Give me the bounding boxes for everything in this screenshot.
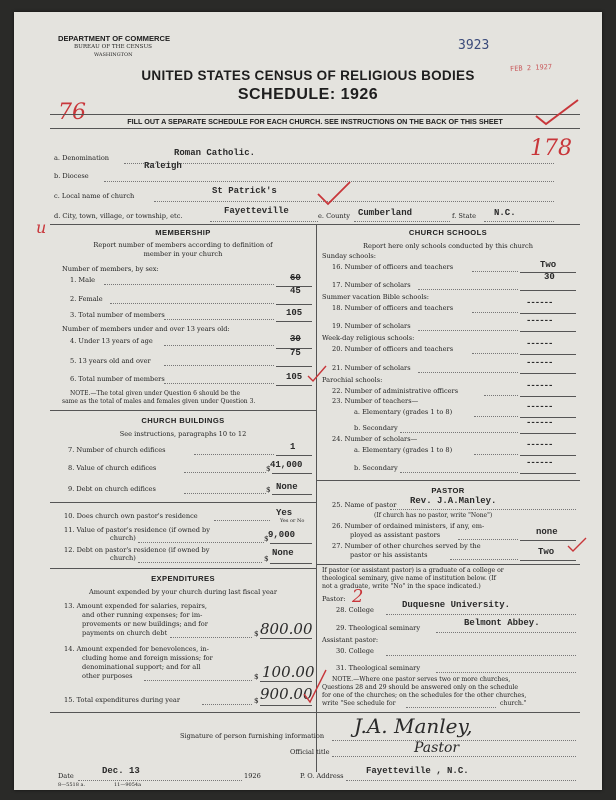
q2-female-label: 2. Female	[70, 295, 103, 303]
official-title-label: Official title	[290, 748, 330, 756]
q18-value: ------	[526, 298, 553, 308]
membership-heading: MEMBERSHIP	[155, 228, 211, 237]
state-value: N.C.	[494, 208, 516, 218]
q12-dollar-sign: $	[264, 554, 269, 563]
assistant-pastor-subheading: Assistant pastor:	[322, 636, 379, 644]
q20-label: 20. Number of officers and teachers	[332, 345, 454, 353]
q27-value: Two	[538, 547, 555, 557]
q27-line-2: pastor or his assistants	[350, 551, 428, 559]
church-schools-subtitle: Report here only schools conducted by this church	[363, 242, 533, 250]
q24b-label: b. Secondary	[354, 464, 398, 472]
q7-edifices-value: 1	[290, 442, 296, 452]
pastor-note-3: for one of the churches; on the schedules for the other churches,	[322, 692, 527, 699]
q15-total-value: 900.00	[260, 685, 313, 703]
q3-total-value: 105	[286, 308, 303, 318]
q13-line-1: 13. Amount expended for salaries, repairs,	[64, 602, 207, 610]
q13-line-3: provements or new buildings; and for	[82, 620, 208, 628]
diocese-value: Raleigh	[144, 161, 182, 171]
q13-line-4: payments on church debt	[82, 629, 168, 637]
pastor-note-4: write "See schedule for	[322, 700, 396, 707]
membership-subtitle-2: member in your church	[143, 250, 223, 258]
q1-male-value: 60	[290, 273, 301, 283]
q23b-label: b. Secondary	[354, 424, 398, 432]
q6-total-value: 105	[286, 372, 303, 382]
q5-13-and-over-label: 5. 13 years old and over	[70, 357, 151, 365]
q3-total-label: 3. Total number of members	[70, 311, 165, 319]
q30-college-label: 30. College	[336, 647, 374, 655]
pastor-heading: PASTOR	[431, 486, 465, 495]
church-buildings-subtitle: See instructions, paragraphs 10 to 12	[119, 430, 247, 438]
q10-owns-residence-value: Yes	[276, 508, 293, 518]
q4-under-13-value: 30	[290, 334, 301, 344]
q21-label: 21. Number of scholars	[332, 364, 411, 372]
graduate-note-1: If pastor (or assistant pastor) is a graduate of a college or	[322, 567, 504, 574]
graduate-note-3: not a graduate, write "No" in the space indicated.)	[322, 583, 481, 590]
header-rule-bottom	[50, 128, 580, 129]
instruction-line: FILL OUT A SEPARATE SCHEDULE FOR EACH CHURCH. SEE INSTRUCTIONS ON THE BACK OF THIS SHEET	[127, 117, 503, 126]
q24-label: 24. Number of scholars—	[332, 435, 418, 443]
signature-value: J.A. Manley,	[354, 714, 473, 738]
denomination-label: a. Denomination	[54, 154, 110, 162]
official-title-value: Pastor	[414, 740, 460, 756]
q4-under-13-label: 4. Under 13 years of age	[70, 337, 153, 345]
parochial-schools-label: Parochial schools:	[322, 376, 383, 384]
red-check-mark-county	[314, 180, 354, 210]
q24a-label: a. Elementary (grades 1 to 8)	[354, 446, 453, 454]
sunday-schools-label: Sunday schools:	[322, 252, 376, 260]
q27-line-1: 27. Number of other churches served by the	[332, 542, 481, 550]
q23a-label: a. Elementary (grades 1 to 8)	[354, 408, 453, 416]
handwritten-mark-u: u	[36, 218, 47, 237]
q14-line-1: 14. Amount expended for benevolences, in-	[64, 645, 209, 653]
q25-pastor-name-value: Rev. J.A.Manley.	[410, 496, 497, 506]
print-number: 11—9054a	[114, 782, 142, 788]
q14-line-4: other purposes	[82, 672, 133, 680]
q6-total-label: 6. Total number of members	[70, 375, 165, 383]
q1-male-label: 1. Male	[70, 276, 96, 284]
q8-value: 41,000	[270, 460, 303, 470]
expenditures-heading: EXPENDITURES	[151, 574, 215, 583]
q24a-value: ------	[526, 440, 553, 450]
po-address-label: P. O. Address	[300, 772, 344, 780]
handwritten-mark-pastor: 2	[352, 586, 364, 607]
church-buildings-heading: CHURCH BUILDINGS	[141, 416, 225, 425]
q17-label: 17. Number of scholars	[332, 281, 411, 289]
q29-seminary-value: Belmont Abbey.	[464, 618, 540, 628]
q8-value-label: 8. Value of church edifices	[68, 464, 157, 472]
signature-label: Signature of person furnishing information	[180, 732, 325, 740]
q24b-value: ------	[526, 458, 553, 468]
pastor-subheading: Pastor:	[322, 595, 346, 603]
q5-13-and-over-value: 75	[290, 348, 301, 358]
q12-label-cont: church)	[110, 554, 136, 562]
city-value: Fayetteville	[224, 206, 289, 216]
po-address-value: Fayetteville , N.C.	[366, 766, 469, 776]
q19-label: 19. Number of scholars	[332, 322, 411, 330]
q10-hint: Yes or No	[280, 518, 305, 524]
expenditures-subtitle: Amount expended by your church during last fiscal year	[88, 588, 278, 596]
date-year: 1926	[244, 772, 261, 780]
q19-value: ------	[526, 316, 553, 326]
q28-college-value: Duquesne University.	[402, 600, 511, 610]
red-check-mark-header	[534, 98, 582, 128]
q2-female-value-top: 45	[290, 286, 301, 296]
q12-residence-debt-label: 12. Debt on pastor's residence (if owned by	[64, 546, 210, 554]
members-by-sex-label: Number of members, by sex:	[62, 265, 159, 273]
q20-value: ------	[526, 339, 553, 349]
pastor-note-1: NOTE.—Where one pastor serves two or more churches,	[332, 676, 511, 683]
q13-dollar-sign: $	[254, 629, 259, 638]
form-title: UNITED STATES CENSUS OF RELIGIOUS BODIES	[141, 68, 475, 83]
church-schools-heading: CHURCH SCHOOLS	[408, 228, 488, 237]
q22-label: 22. Number of administrative officers	[332, 387, 459, 395]
local-church-name-value: St Patrick's	[212, 186, 277, 196]
q14-line-2: cluding home and foreign missions; for	[82, 654, 213, 662]
form-number: 8—5518 a.	[58, 782, 86, 788]
q23a-value: ------	[526, 402, 553, 412]
weekday-schools-label: Week-day religious schools:	[322, 334, 415, 342]
q26-value: none	[536, 527, 558, 537]
q25-pastor-name-label: 25. Name of pastor	[332, 501, 397, 509]
graduate-note-2: theological seminary, give name of institution below. (If	[322, 575, 496, 582]
q14-line-3: denominational support; and for all	[82, 663, 201, 671]
q14-amount-value: 100.00	[262, 663, 315, 681]
q13-amount-value: 800.00	[260, 620, 313, 638]
q11-label-cont: church)	[110, 534, 136, 542]
bureau-name: BUREAU OF THE CENSUS	[74, 44, 153, 50]
q17-value: 30	[544, 272, 555, 282]
q28-college-label: 28. College	[336, 606, 374, 614]
membership-note-2: same as the total of males and females given under Question 3.	[62, 398, 256, 405]
q13-line-2: and other running expenses; for im-	[82, 611, 203, 619]
census-schedule-form	[14, 12, 602, 790]
q11-residence-value: 9,000	[268, 530, 296, 540]
q11-dollar-sign: $	[264, 534, 269, 543]
q16-value: Two	[540, 260, 557, 270]
q21-value: ------	[526, 358, 553, 368]
q16-label: 16. Number of officers and teachers	[332, 263, 454, 271]
red-check-mark-q27	[566, 536, 588, 554]
handwritten-mark-right: 178	[530, 136, 572, 161]
q15-dollar-sign: $	[254, 696, 259, 705]
q12-residence-debt-value: None	[272, 548, 294, 558]
date-label: Date	[58, 772, 74, 780]
summer-schools-label: Summer vacation Bible schools:	[322, 293, 430, 301]
q22-value: ------	[526, 381, 553, 391]
local-church-name-label: c. Local name of church	[54, 192, 135, 200]
q7-edifices-label: 7. Number of church edifices	[68, 446, 166, 454]
q15-total-label: 15. Total expenditures during year	[64, 696, 180, 704]
q29-seminary-label: 29. Theological seminary	[336, 624, 421, 632]
q26-line-2: ployed as assistant pastors	[350, 531, 441, 539]
date-value: Dec. 13	[102, 766, 140, 776]
pastor-note-5: church."	[500, 700, 527, 707]
membership-subtitle-1: Report number of members according to definition of	[93, 241, 273, 249]
members-by-age-label: Number of members under and over 13 years old:	[62, 325, 230, 333]
q14-dollar-sign: $	[254, 672, 259, 681]
q11-residence-value-label: 11. Value of pastor's residence (if owned by	[64, 526, 210, 534]
header-rule-top	[50, 114, 580, 115]
handwritten-mark-left: 76	[58, 100, 86, 125]
stamp-number: 3923	[458, 38, 490, 53]
city-label: d. City, town, village, or township, etc.	[54, 212, 183, 220]
city-name: WASHINGTON	[94, 52, 133, 58]
membership-note-1: NOTE.—The total given under Question 6 should be the	[70, 390, 241, 397]
received-date-stamp: FEB 2 1927	[509, 62, 553, 74]
denomination-value: Roman Catholic.	[174, 148, 256, 158]
q18-label: 18. Number of officers and teachers	[332, 304, 454, 312]
q9-debt-value: None	[276, 482, 298, 492]
county-value: Cumberland	[358, 208, 413, 218]
q10-owns-residence-label: 10. Does church own pastor's residence	[64, 512, 198, 520]
q23-label: 23. Number of teachers—	[332, 397, 419, 405]
diocese-label: b. Diocese	[54, 172, 89, 180]
state-label: f. State	[452, 212, 477, 220]
q26-line-1: 26. Number of ordained ministers, if any, em-	[332, 522, 485, 530]
q23b-value: ------	[526, 418, 553, 428]
pastor-note-2: Questions 28 and 29 should be answered only on the schedule	[322, 684, 519, 691]
q25-hint: (If church has no pastor, write "None")	[374, 512, 493, 519]
county-label: e. County	[318, 212, 350, 220]
q9-dollar-sign: $	[266, 485, 271, 494]
q9-debt-label: 9. Debt on church edifices	[68, 485, 156, 493]
department-name: DEPARTMENT OF COMMERCE	[58, 34, 171, 43]
q31-seminary-label: 31. Theological seminary	[336, 664, 421, 672]
schedule-title: SCHEDULE: 1926	[237, 86, 379, 103]
q8-dollar-sign: $	[266, 464, 271, 473]
